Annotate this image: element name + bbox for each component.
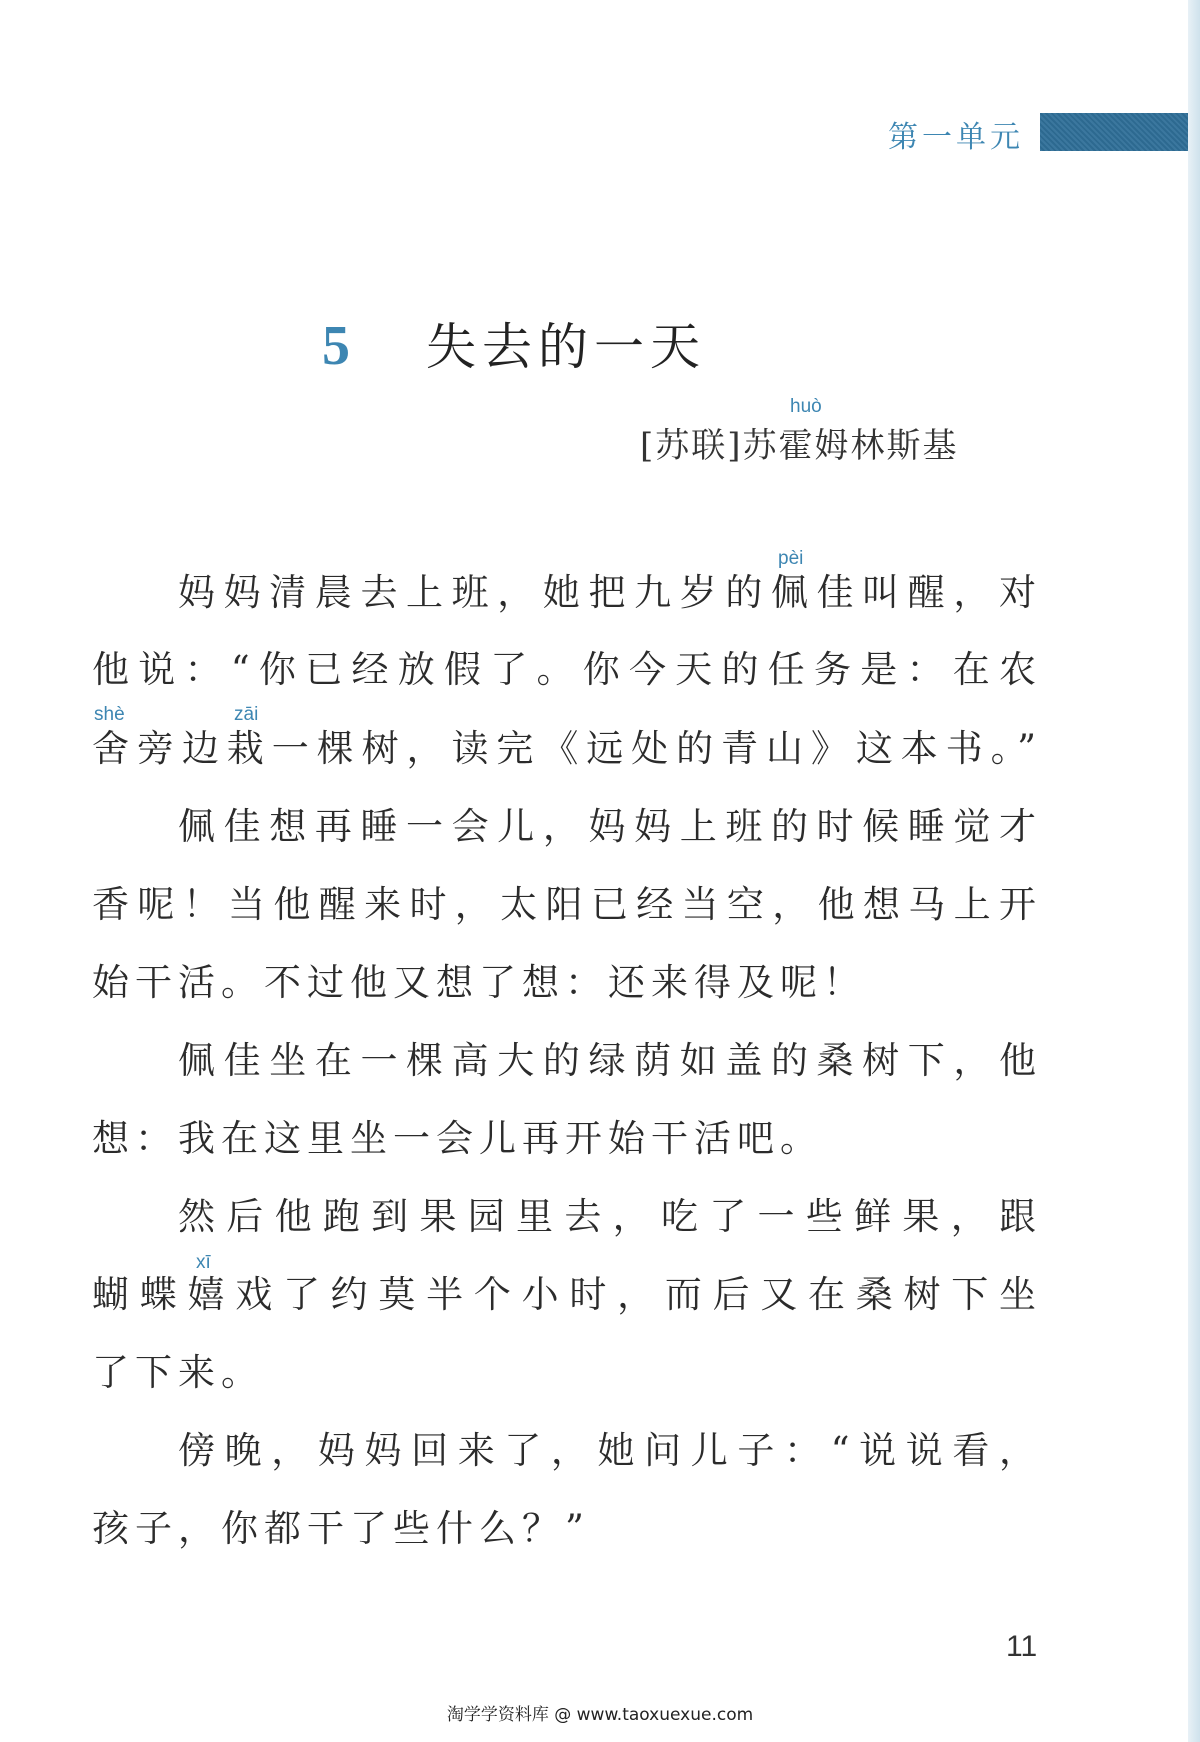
text-line: 佩佳想再睡一会儿，妈妈上班的时候睡觉才 bbox=[178, 805, 1036, 848]
pinyin-she: shè bbox=[94, 704, 125, 725]
text-line: 舍旁边栽一棵树，读完《远处的青山》这本书。” bbox=[92, 727, 1036, 770]
text-line: 然后他跑到果园里去，吃了一些鲜果，跟 bbox=[178, 1195, 1036, 1238]
pinyin-huo: huò bbox=[790, 396, 822, 417]
text-line: 始干活。不过他又想了想：还来得及呢！ bbox=[92, 961, 866, 1004]
unit-label: 第一单元 bbox=[888, 120, 1024, 155]
text-line: 了下来。 bbox=[92, 1351, 264, 1394]
unit-color-bar bbox=[1040, 113, 1188, 151]
pinyin-xi: xī bbox=[196, 1252, 211, 1273]
text-line: 香呢！当他醒来时，太阳已经当空，他想马上开 bbox=[92, 883, 1036, 926]
pinyin-zai: zāi bbox=[234, 704, 259, 725]
pinyin-pei: pèi bbox=[778, 548, 804, 569]
page-edge-strip bbox=[1188, 0, 1200, 1742]
text-line: 想：我在这里坐一会儿再开始干活吧。 bbox=[92, 1117, 823, 1160]
text-line: 孩子，你都干了些什么？” bbox=[92, 1507, 590, 1550]
author-line: [苏联]苏霍姆林斯基 bbox=[640, 426, 959, 466]
page-number: 11 bbox=[1006, 1630, 1038, 1663]
text-line: 妈妈清晨去上班，她把九岁的佩佳叫醒，对 bbox=[178, 571, 1036, 614]
lesson-title: 失去的一天 bbox=[426, 318, 706, 376]
text-line: 他说：“你已经放假了。你今天的任务是：在农 bbox=[92, 648, 1036, 691]
watermark-text: 淘学学资料库 @ www.taoxuexue.com bbox=[446, 1705, 754, 1725]
text-line: 傍晚，妈妈回来了，她问儿子：“说说看， bbox=[178, 1429, 1036, 1472]
text-line: 蝴蝶嬉戏了约莫半个小时，而后又在桑树下坐 bbox=[92, 1273, 1036, 1316]
lesson-number: 5 bbox=[322, 315, 350, 377]
text-line: 佩佳坐在一棵高大的绿荫如盖的桑树下，他 bbox=[178, 1039, 1036, 1082]
